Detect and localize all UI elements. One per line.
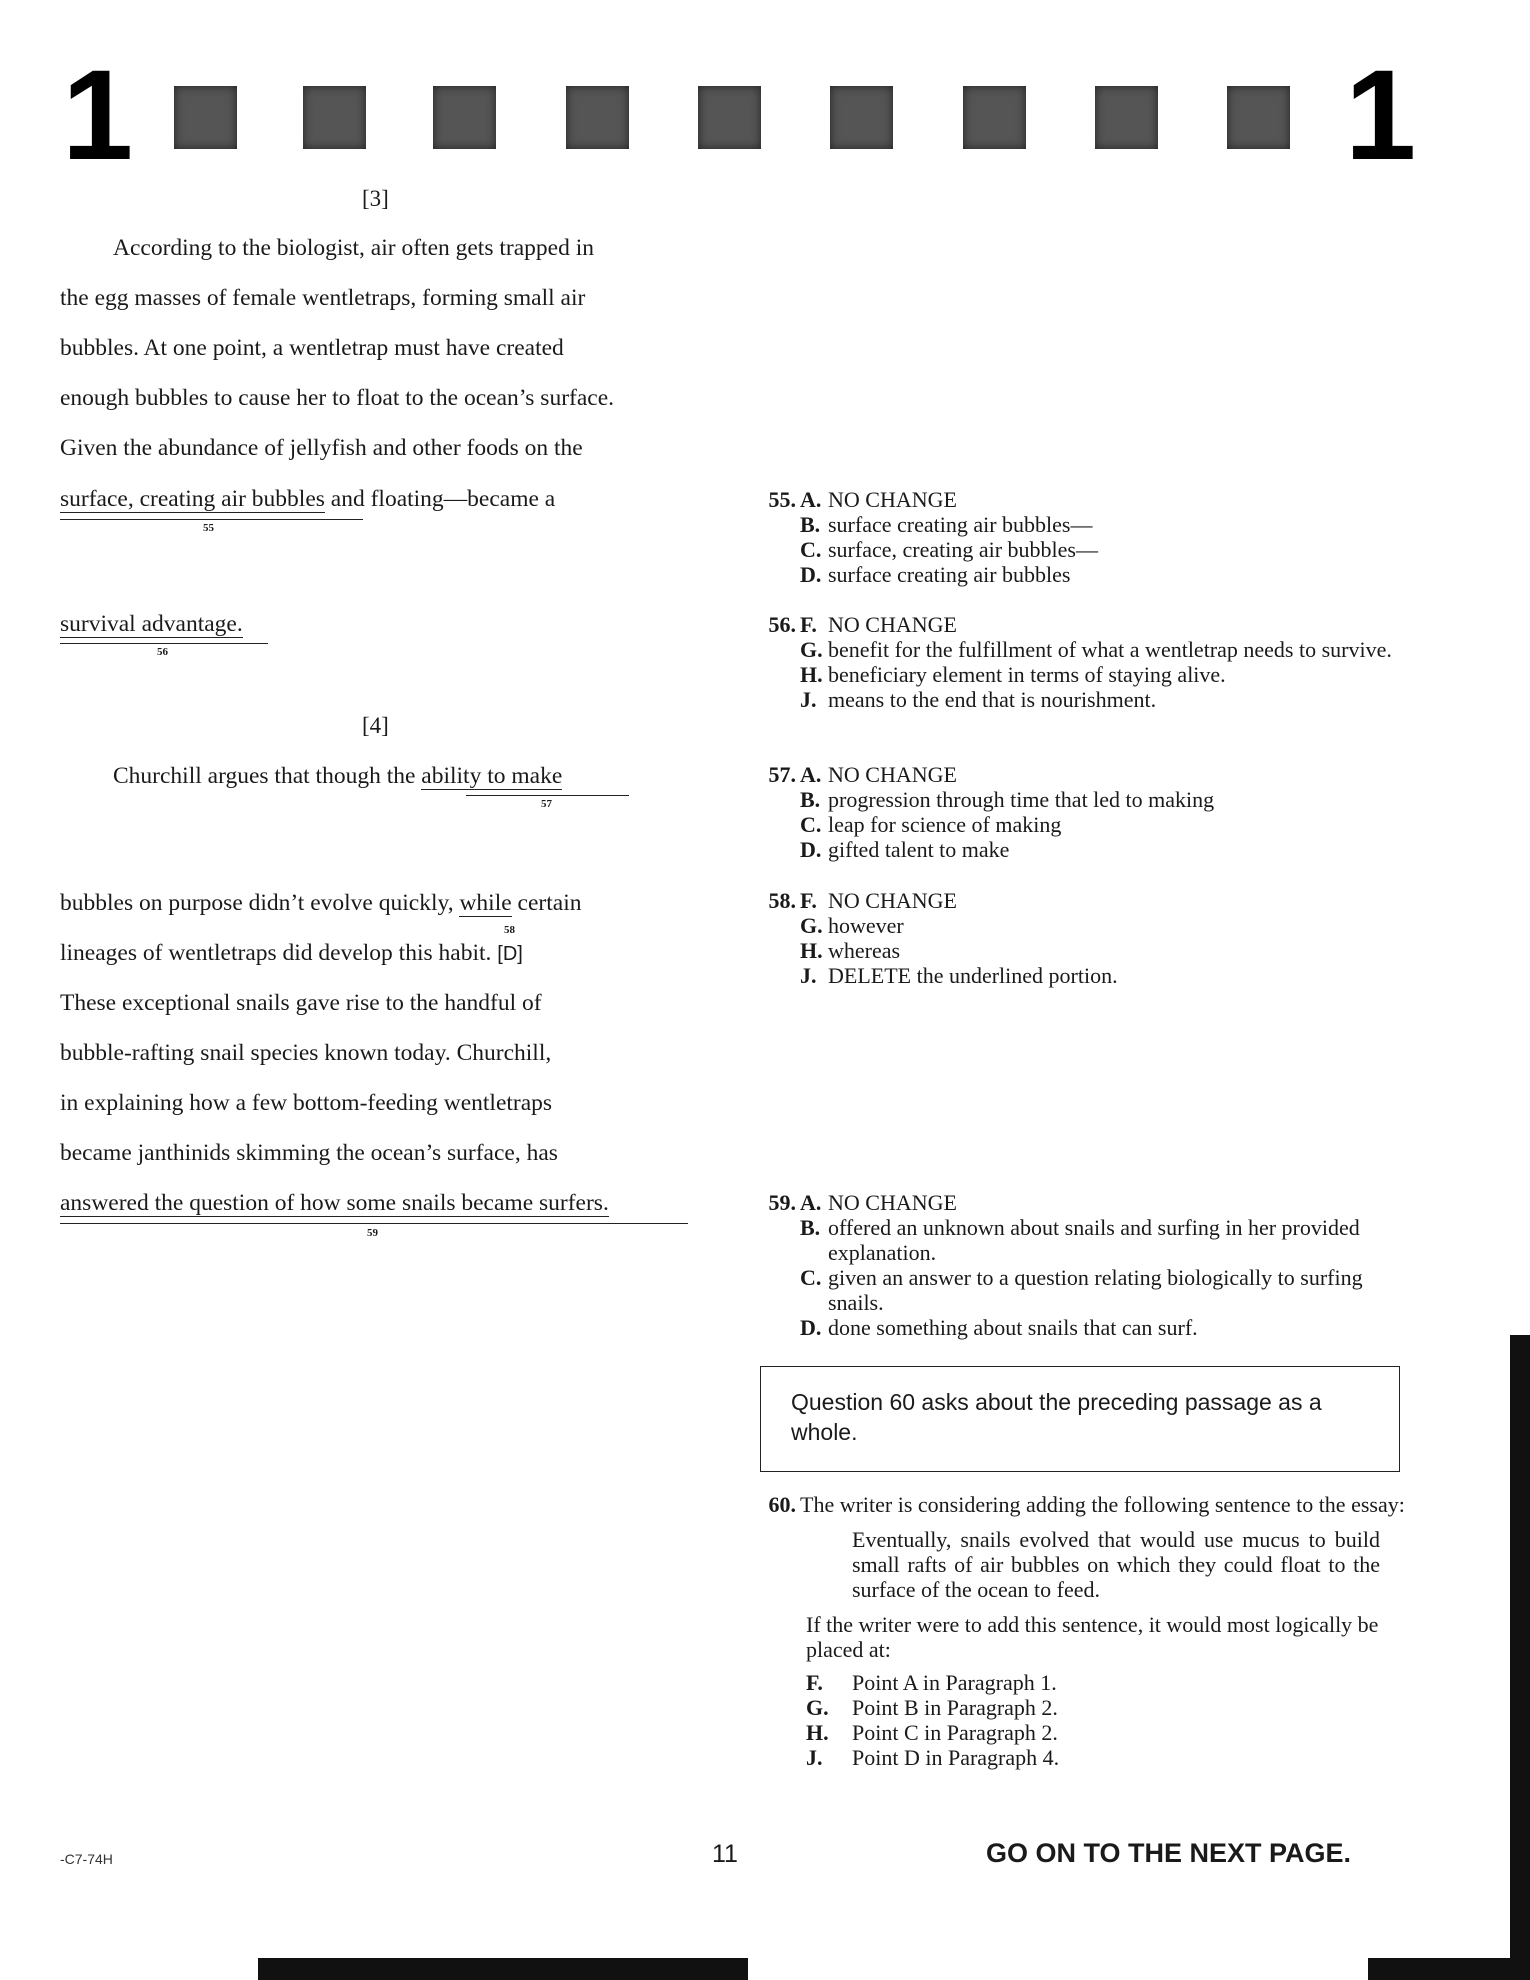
- option-text[interactable]: benefit for the fulfillment of what a wentletrap needs to survive.: [828, 637, 1392, 662]
- question-number: 58.: [768, 888, 796, 913]
- option-letter[interactable]: C.: [800, 1265, 822, 1290]
- passage-text: lineages of wentletraps did develop this habit.: [60, 940, 498, 966]
- underlined-portion-58[interactable]: while: [459, 890, 512, 916]
- option-letter[interactable]: C.: [800, 812, 822, 837]
- option-text[interactable]: whereas: [828, 938, 901, 963]
- passage-line-q55: [60, 484, 555, 514]
- option-letter[interactable]: H.: [800, 938, 823, 963]
- option-letter[interactable]: F.: [800, 612, 817, 637]
- header-square: [963, 86, 1026, 149]
- page-number: 11: [712, 1840, 738, 1868]
- option-text[interactable]: given an answer to a question relating biologically to surfing snails.: [828, 1265, 1363, 1315]
- option-text[interactable]: NO CHANGE: [828, 487, 957, 512]
- question-59: [760, 1190, 1410, 1340]
- proposed-sentence: Eventually, snails evolved that would use mucus to build small rafts of air bubbles on which they could float to the surface of the ocean to feed.: [852, 1527, 1380, 1602]
- point-d-marker: [D]: [497, 943, 523, 965]
- question-ref-57: 57: [541, 798, 552, 810]
- question-56: [760, 612, 1410, 712]
- option-text[interactable]: surface, creating air bubbles—: [828, 537, 1098, 562]
- question-58: [760, 888, 1410, 988]
- underlined-portion-57[interactable]: ability to make: [421, 763, 563, 789]
- option-text[interactable]: Point D in Paragraph 4.: [852, 1745, 1060, 1770]
- option-text[interactable]: Point A in Paragraph 1.: [852, 1670, 1057, 1695]
- header-square: [566, 86, 629, 149]
- option-letter[interactable]: G.: [806, 1695, 829, 1720]
- question-ref-59: 59: [367, 1227, 378, 1239]
- scan-edge-artifact: [258, 1958, 748, 1980]
- option-letter[interactable]: B.: [800, 512, 821, 537]
- question-stem: The writer is considering adding the following sentence to the essay:: [800, 1492, 1405, 1517]
- header-square: [433, 86, 496, 149]
- underlined-portion-56[interactable]: survival advantage.: [60, 611, 243, 637]
- option-text[interactable]: NO CHANGE: [828, 1190, 957, 1215]
- option-letter[interactable]: A.: [800, 487, 822, 512]
- passage-line-q59: [60, 1188, 609, 1218]
- header-square: [830, 86, 893, 149]
- note-text: Question 60 asks about the preceding passage as a whole.: [791, 1389, 1322, 1445]
- passage-line: the egg masses of female wentletraps, forming small air: [60, 285, 586, 311]
- underlined-portion-55[interactable]: surface, creating air bubbles: [60, 486, 325, 512]
- form-code: -C7-74H: [60, 1851, 113, 1867]
- option-text[interactable]: NO CHANGE: [828, 612, 957, 637]
- question-ref-55: 55: [203, 522, 214, 534]
- option-letter[interactable]: F.: [806, 1670, 823, 1695]
- option-text[interactable]: Point C in Paragraph 2.: [852, 1720, 1058, 1745]
- passage-line: bubbles. At one point, a wentletrap must have created: [60, 335, 564, 361]
- option-letter[interactable]: H.: [800, 662, 823, 687]
- option-text[interactable]: NO CHANGE: [828, 762, 957, 787]
- question-60-note-box: [760, 1366, 1400, 1472]
- passage-line: became janthinids skimming the ocean’s surface, has: [60, 1140, 558, 1166]
- question-57: [760, 762, 1410, 862]
- passage-text: bubbles on purpose didn’t evolve quickly,: [60, 890, 460, 916]
- header-square: [698, 86, 761, 149]
- passage-line-q57: [113, 761, 562, 791]
- option-text[interactable]: DELETE the underlined portion.: [828, 963, 1118, 988]
- answer-options: [806, 1670, 1410, 1770]
- option-letter[interactable]: B.: [800, 787, 821, 812]
- option-letter[interactable]: H.: [806, 1720, 829, 1745]
- underline-rule: [466, 795, 629, 796]
- underline-rule: [60, 1223, 688, 1224]
- option-letter[interactable]: C.: [800, 537, 822, 562]
- question-number: 60.: [768, 1492, 796, 1517]
- option-text[interactable]: gifted talent to make: [828, 837, 1010, 862]
- option-letter[interactable]: D.: [800, 837, 822, 862]
- passage-text: certain: [511, 890, 582, 916]
- option-text[interactable]: surface creating air bubbles: [828, 562, 1071, 587]
- question-number: 57.: [768, 762, 796, 787]
- question-number: 55.: [768, 487, 796, 512]
- option-text[interactable]: however: [828, 913, 904, 938]
- header-square: [1227, 86, 1290, 149]
- header-square: [1095, 86, 1158, 149]
- option-letter[interactable]: A.: [800, 762, 822, 787]
- section-number-left: 1: [62, 44, 134, 187]
- passage-line: These exceptional snails gave rise to the handful of: [60, 990, 542, 1016]
- option-text[interactable]: done something about snails that can surf.: [828, 1315, 1198, 1340]
- option-letter[interactable]: J.: [800, 687, 817, 712]
- option-text[interactable]: Point B in Paragraph 2.: [852, 1695, 1058, 1720]
- question-ref-58: 58: [504, 924, 515, 936]
- passage-line: Given the abundance of jellyfish and other foods on the: [60, 435, 583, 461]
- option-text[interactable]: offered an unknown about snails and surfing in her provided explanation.: [828, 1215, 1360, 1265]
- option-letter[interactable]: D.: [800, 1315, 822, 1340]
- underline-rule: [60, 643, 268, 644]
- option-text[interactable]: means to the end that is nourishment.: [828, 687, 1157, 712]
- question-60: [760, 1492, 1410, 1770]
- section-number-right: 1: [1345, 44, 1417, 187]
- go-on-notice: GO ON TO THE NEXT PAGE.: [986, 1838, 1352, 1868]
- option-letter[interactable]: G.: [800, 913, 823, 938]
- header-square: [174, 86, 237, 149]
- option-text[interactable]: surface creating air bubbles—: [828, 512, 1093, 537]
- header-square: [303, 86, 366, 149]
- question-number: 56.: [768, 612, 796, 637]
- question-55: [760, 487, 1410, 587]
- option-letter[interactable]: J.: [800, 963, 817, 988]
- paragraph-4-label: [4]: [362, 713, 389, 738]
- passage-text: Churchill argues that though the: [113, 763, 422, 789]
- question-number: 59.: [768, 1190, 796, 1215]
- option-letter[interactable]: J.: [806, 1745, 823, 1770]
- passage-line: in explaining how a few bottom-feeding wentletraps: [60, 1090, 553, 1116]
- passage-line: bubble-rafting snail species known today. Churchill,: [60, 1040, 552, 1066]
- option-text[interactable]: NO CHANGE: [828, 888, 957, 913]
- option-letter[interactable]: D.: [800, 562, 822, 587]
- scan-edge-artifact: [1368, 1958, 1530, 1980]
- option-letter[interactable]: B.: [800, 1215, 821, 1240]
- option-text[interactable]: beneficiary element in terms of staying alive.: [828, 662, 1226, 687]
- question-ref-56: 56: [157, 646, 168, 658]
- option-text[interactable]: progression through time that led to making: [828, 787, 1215, 812]
- question-prompt: If the writer were to add this sentence, it would most logically be placed at:: [806, 1612, 1379, 1662]
- option-letter[interactable]: F.: [800, 888, 817, 913]
- underlined-portion-59[interactable]: answered the question of how some snails became surfers.: [60, 1190, 609, 1216]
- option-letter[interactable]: G.: [800, 637, 823, 662]
- passage-line: enough bubbles to cause her to float to the ocean’s surface.: [60, 385, 615, 411]
- paragraph-3-label: [3]: [362, 186, 389, 211]
- scan-edge-artifact: [1510, 1335, 1530, 1980]
- passage-line: According to the biologist, air often gets trapped in: [113, 235, 594, 261]
- underline-rule: [60, 519, 363, 520]
- option-text[interactable]: leap for science of making: [828, 812, 1062, 837]
- option-letter[interactable]: A.: [800, 1190, 822, 1215]
- passage-line-q56: [60, 609, 243, 639]
- passage-text: and floating—became a: [324, 486, 556, 512]
- passage-line-q58: [60, 888, 581, 918]
- passage-line: [60, 938, 523, 969]
